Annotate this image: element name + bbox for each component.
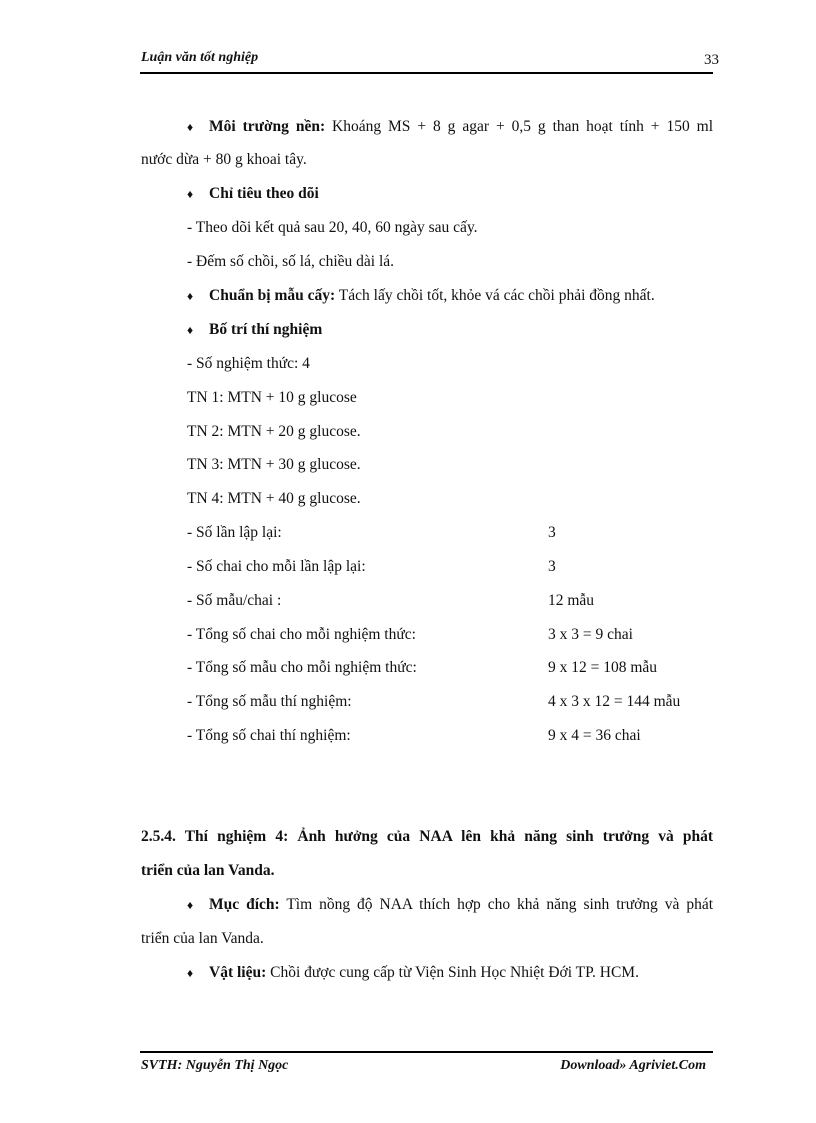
stat-value: 3 x 3 = 9 chai <box>548 626 633 643</box>
layout-heading-line <box>187 321 322 339</box>
footer-rule <box>140 1051 713 1053</box>
criteria-heading: Chỉ tiêu theo dõi <box>209 185 319 202</box>
stat-label: - Tổng số mẫu thí nghiệm: <box>187 693 352 710</box>
diamond-bullet-icon: ♦ <box>187 187 194 201</box>
treatment-item: TN 3: MTN + 30 g glucose. <box>187 456 361 473</box>
diamond-bullet-icon: ♦ <box>187 120 194 134</box>
page-number: 33 <box>704 52 719 68</box>
stat-value: 4 x 3 x 12 = 144 mẫu <box>548 693 681 710</box>
stat-value: 3 <box>548 524 556 541</box>
treatments-count: - Số nghiệm thức: 4 <box>187 355 310 372</box>
stat-value: 9 x 12 = 108 mẫu <box>548 659 658 676</box>
stat-label: - Tổng số chai thí nghiệm: <box>187 727 351 744</box>
material-label: Vật liệu: <box>209 964 267 981</box>
criteria-item-2: - Đếm số chồi, số lá, chiều dài lá. <box>187 253 395 270</box>
criteria-item-1: - Theo dõi kết quả sau 20, 40, 60 ngày sau cấy. <box>187 219 478 236</box>
stat-value: 12 mẫu <box>548 592 595 609</box>
stat-label: - Số lần lập lại: <box>187 524 282 541</box>
prep-label: Chuẩn bị mẫu cấy: <box>209 287 336 304</box>
diamond-bullet-icon: ♦ <box>187 898 194 912</box>
footer-author: SVTH: Nguyễn Thị Ngọc <box>141 1058 289 1073</box>
stat-value: 9 x 4 = 36 chai <box>548 727 641 744</box>
purpose-paragraph <box>187 896 713 914</box>
stat-label: - Số mẫu/chai : <box>187 592 282 609</box>
stat-value: 3 <box>548 558 556 575</box>
running-header-title: Luận văn tốt nghiệp <box>141 50 259 65</box>
prep-line <box>187 287 655 305</box>
prep-text: Tách lấy chồi tốt, khỏe vá các chồi phải đồng nhất. <box>338 287 655 304</box>
stat-label: - Tổng số chai cho mỗi nghiệm thức: <box>187 626 416 643</box>
material-text: Chồi được cung cấp từ Viện Sinh Học Nhiệt Đới TP. HCM. <box>270 964 639 981</box>
treatment-item: TN 1: MTN + 10 g glucose <box>187 389 357 406</box>
footer-source: Download» Agriviet.Com <box>560 1058 706 1073</box>
medium-paragraph <box>187 118 713 136</box>
purpose-text-cont: triển của lan Vanda. <box>141 930 264 947</box>
medium-label: Môi trường nền: <box>209 118 326 135</box>
treatment-item: TN 4: MTN + 40 g glucose. <box>187 490 361 507</box>
section-heading-line-2: triển của lan Vanda. <box>141 862 275 879</box>
header-rule <box>140 72 713 74</box>
purpose-text: Tìm nồng độ NAA thích hợp cho khả năng sinh trưởng và phát <box>286 896 714 913</box>
purpose-label: Mục đích: <box>209 896 280 913</box>
stat-label: - Số chai cho mỗi lần lập lại: <box>187 558 366 575</box>
stat-label: - Tổng số mẫu cho mỗi nghiệm thức: <box>187 659 417 676</box>
criteria-heading-line <box>187 185 319 203</box>
diamond-bullet-icon: ♦ <box>187 966 194 980</box>
section-heading-line-1: 2.5.4. Thí nghiệm 4: Ảnh hưởng của NAA lên khả năng sinh trưởng và phát <box>141 828 713 845</box>
material-line <box>187 964 639 982</box>
layout-heading: Bố trí thí nghiệm <box>209 321 323 338</box>
diamond-bullet-icon: ♦ <box>187 323 194 337</box>
treatment-item: TN 2: MTN + 20 g glucose. <box>187 423 361 440</box>
medium-text: Khoáng MS + 8 g agar + 0,5 g than hoạt tính + 150 ml <box>332 118 714 135</box>
medium-text-cont: nước dừa + 80 g khoai tây. <box>141 151 307 168</box>
diamond-bullet-icon: ♦ <box>187 289 194 303</box>
